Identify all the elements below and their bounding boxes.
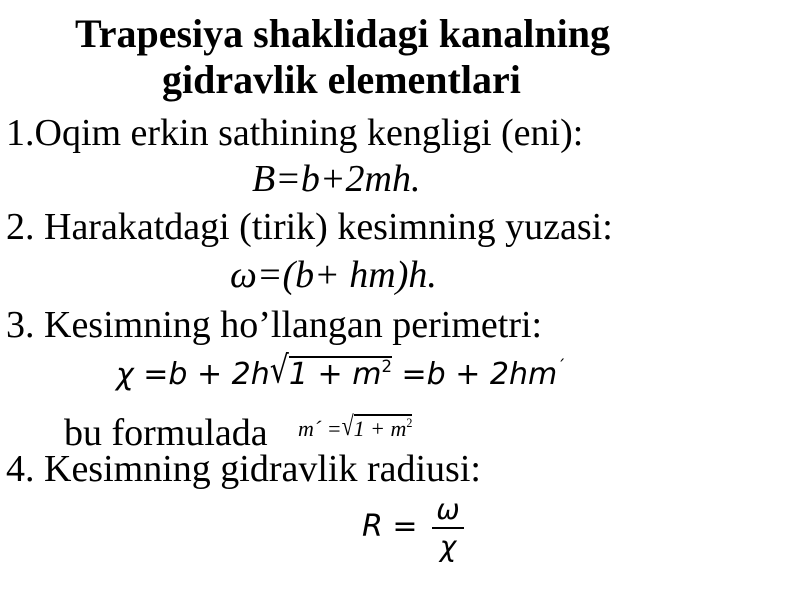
formula-radius-denominator: χ xyxy=(439,530,457,563)
sqrt-symbol: √ xyxy=(269,348,289,393)
formula-radius-lhs: R = xyxy=(362,509,418,544)
formula-area: ω=(b+ hm)h. xyxy=(230,254,437,296)
formula-perimeter-sqrt xyxy=(289,356,392,390)
formula-perimeter-sqrt-arg: 1 + m xyxy=(288,357,382,392)
formula-width: B=b+2mh. xyxy=(252,158,421,200)
formula-note-exponent: 2 xyxy=(406,415,413,430)
formula-note-sqrt xyxy=(354,414,413,440)
sqrt-symbol: √ xyxy=(341,410,354,442)
formula-note xyxy=(298,410,413,442)
item-2-label: 2. Harakatdagi (tirik) kesimning yuzasi: xyxy=(6,206,613,248)
page-title-line1: Trapesiya shaklidagi kanalning xyxy=(75,11,610,56)
formula-note-lhs: m´ = xyxy=(298,416,342,441)
formula-perimeter-prime: ´ xyxy=(557,356,566,376)
page-title-line2: gidravlik elementlari xyxy=(162,57,521,102)
formula-perimeter-lhs: χ =b + 2h xyxy=(116,357,270,392)
formula-perimeter xyxy=(116,348,566,393)
item-1-label: 1.Oqim erkin sathining kengligi (eni): xyxy=(6,112,584,154)
formula-radius-numerator: ω xyxy=(436,493,460,526)
formula-radius-fraction xyxy=(430,493,466,563)
item-4-label: 4. Kesimning gidravlik radiusi: xyxy=(6,448,481,490)
note-text: bu formulada xyxy=(64,412,268,454)
item-3-label: 3. Kesimning ho’llangan perimetri: xyxy=(6,304,543,346)
formula-perimeter-exponent: 2 xyxy=(381,356,392,376)
formula-note-sqrt-arg: 1 + m xyxy=(353,416,407,441)
formula-perimeter-rhs: =b + 2hm xyxy=(391,357,558,392)
